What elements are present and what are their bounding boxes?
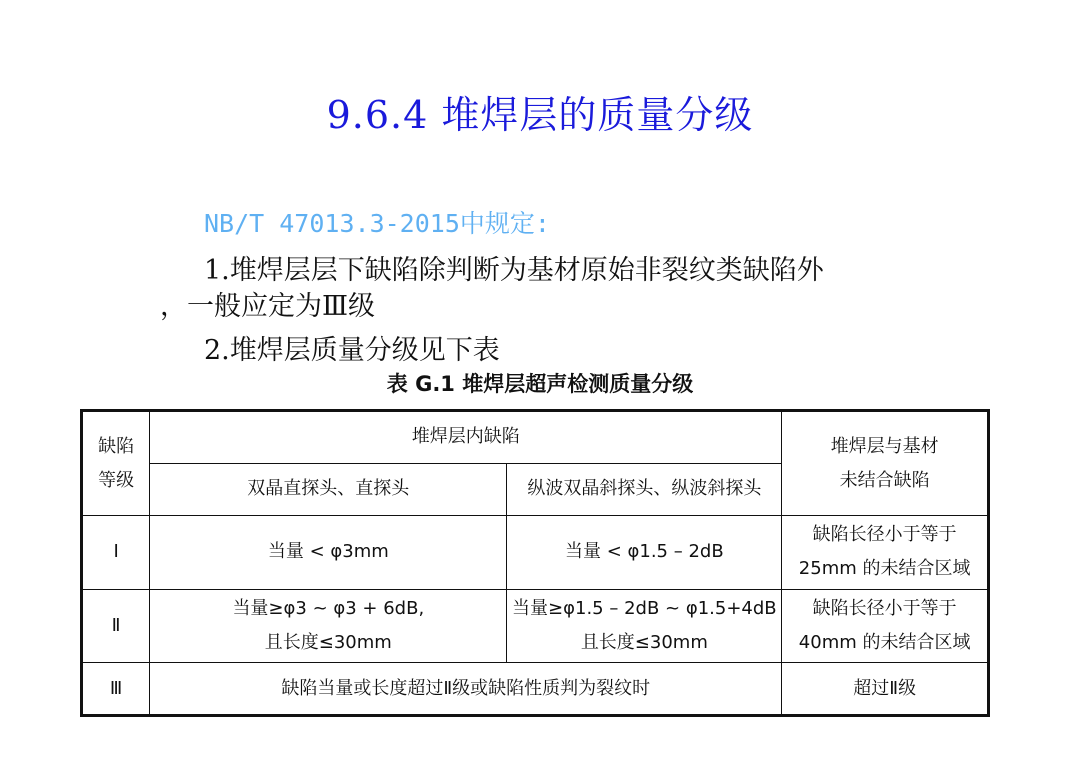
unbonded-cell-line: 缺陷长径小于等于 (812, 524, 957, 546)
grade-cell: Ⅲ (82, 663, 150, 716)
long-wave-probe-cell-line: 当量 < φ1.5 – 2dB (564, 541, 724, 563)
inner-defect-merged-cell: 缺陷当量或长度超过Ⅱ级或缺陷性质判为裂纹时 (150, 663, 782, 716)
header-unbonded (782, 411, 989, 516)
grade-cell: Ⅰ (82, 516, 150, 590)
header-grade-line-1: 缺陷 (98, 435, 135, 457)
unbonded-cell-line: 40mm 的未结合区域 (798, 632, 971, 654)
item-1-line-2: ，一般应定为Ⅲ级 (160, 291, 376, 322)
item-1-line-1: 1.堆焊层层下缺陷除判断为基材原始非裂纹类缺陷外 (204, 255, 824, 286)
table-header-row-1 (82, 411, 989, 464)
unbonded-cell (782, 516, 989, 590)
quality-grading-table (80, 409, 990, 717)
header-unbonded-line-1: 堆焊层与基材 (830, 435, 939, 457)
long-wave-probe-cell-line: 当量≥φ1.5 – 2dB ~ φ1.5+4dB (512, 598, 777, 620)
dual-probe-cell (150, 589, 507, 663)
dual-probe-cell-line: 当量≥φ3 ~ φ3 + 6dB, (232, 598, 425, 620)
header-grade-line-2: 等级 (98, 469, 135, 491)
dual-probe-cell-line: 且长度≤30mm (264, 632, 392, 654)
header-grade (82, 411, 150, 516)
dual-probe-cell-line: 当量 < φ3mm (267, 541, 389, 563)
table-caption: 表 G.1 堆焊层超声检测质量分级 (386, 372, 694, 396)
unbonded-cell-line: 超过Ⅱ级 (853, 677, 917, 699)
header-long-wave-probe: 纵波双晶斜探头、纵波斜探头 (507, 463, 782, 516)
table-row-grade-3 (82, 663, 989, 716)
dual-probe-cell (150, 516, 507, 590)
long-wave-probe-cell (507, 516, 782, 590)
long-wave-probe-cell-line: 且长度≤30mm (580, 632, 708, 654)
long-wave-probe-cell (507, 589, 782, 663)
item-2: 2.堆焊层质量分级见下表 (204, 335, 500, 366)
slide-title: 9.6.4 堆焊层的质量分级 (326, 93, 754, 137)
standard-reference: NB/T 47013.3-2015中规定: (204, 209, 550, 238)
table-row-grade-2 (82, 589, 989, 663)
header-dual-probe: 双晶直探头、直探头 (150, 463, 507, 516)
grade-cell: Ⅱ (82, 589, 150, 663)
header-inner-defect: 堆焊层内缺陷 (150, 411, 782, 464)
table-row-grade-1 (82, 516, 989, 590)
unbonded-cell (782, 663, 989, 716)
unbonded-cell-line: 25mm 的未结合区域 (798, 558, 971, 580)
header-unbonded-line-2: 未结合缺陷 (839, 469, 930, 491)
unbonded-cell (782, 589, 989, 663)
unbonded-cell-line: 缺陷长径小于等于 (812, 598, 957, 620)
